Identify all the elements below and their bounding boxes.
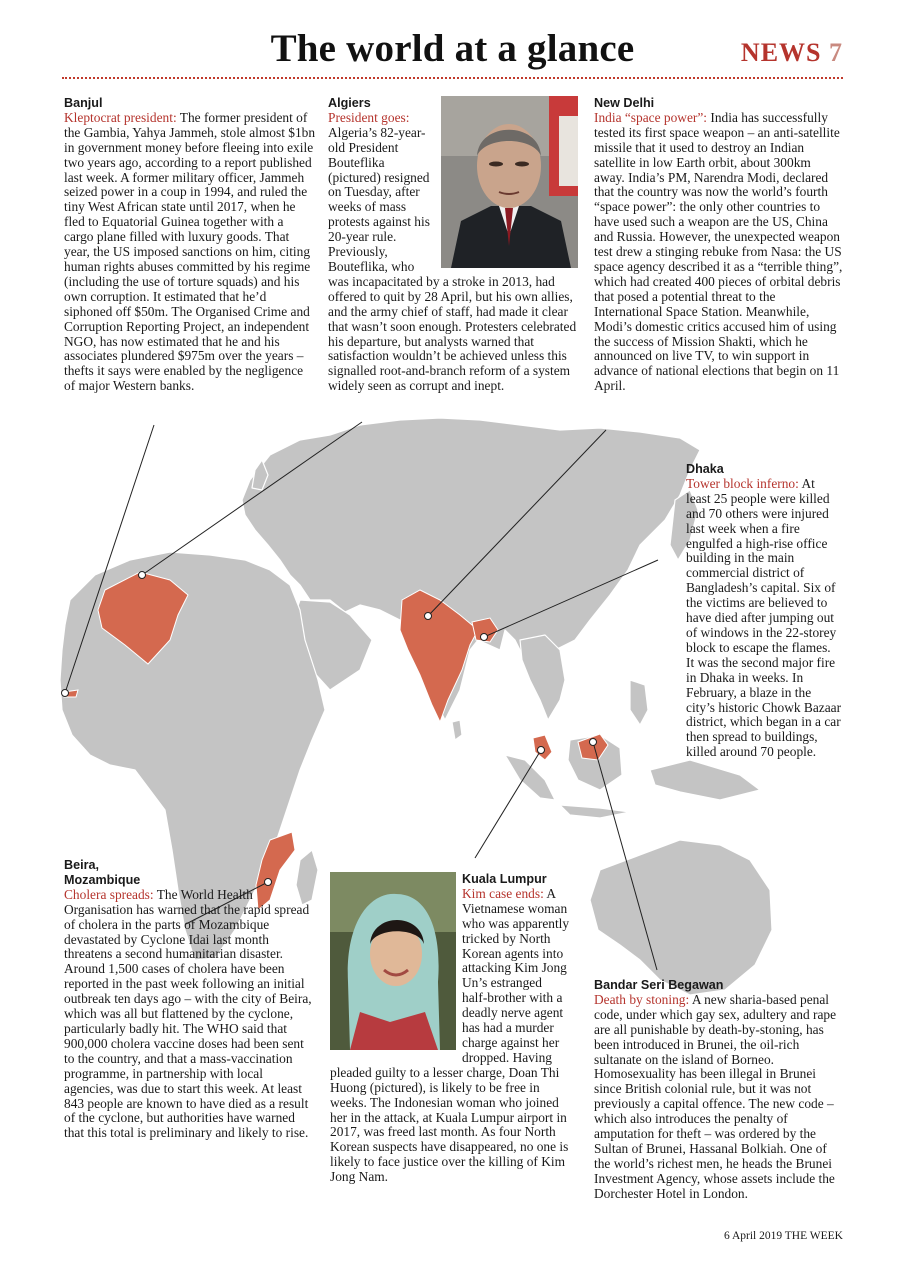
section-label [741,38,843,68]
page-number: 7 [829,38,843,67]
dhaka-marker [481,634,488,641]
australia [590,840,772,995]
algiers-marker [139,572,146,579]
city-newdelhi: New Delhi [594,96,655,110]
story-beira [64,858,312,1141]
headline-kl: Kim case ends: [462,885,544,901]
headline-brunei: Death by stoning: [594,991,690,1007]
story-banjul [64,96,316,394]
city-kl: Kuala Lumpur [462,872,547,886]
city-dhaka: Dhaka [686,462,724,476]
city-algiers: Algiers [328,96,371,110]
story-newdelhi [594,96,844,394]
story-algiers [328,96,578,394]
indochina [520,635,565,720]
headline-newdelhi: India “space power”: [594,109,708,125]
bouteflika-photo [441,96,578,268]
java [560,805,630,818]
body-dhaka: At least 25 people were killed and 70 others were injured last week when a fire engulfed a high-rise office building in the main commercial district of Bangladesh’s capital. Six of the victims are believed to have died after jumping out of windows in the 22-storey block to escape the flames. It was the second major fire in Dhaka in weeks. In February, a blaze in the city’s historic Chowk Bazaar district, which began in a car then spread to buildings, killed around 70 people. [686,475,842,760]
body-beira: The World Health Organisation has warned that the rapid spread of cholera in the parts of Mozambique devastated by Cyclone Idai last month threatens a second humanitarian disaster. Around 1,500 cases of cholera have been reported in the past week following an initial outbreak ten days ago – with the city of Beira, which was all but flattened by the cyclone, particularly badly hit. The WHO said that 900,000 cholera vaccine doses had been sent to the country, and that a mass-vaccination programme, in partnership with local agencies, was due to start this week. At least 843 people are known to have died as a result of the cyclone, but authorities have warned that this total is preliminary and likely to rise. [64,886,312,1141]
page-title: The world at a glance [270,27,635,70]
sri-lanka [452,720,462,740]
body-kl: A Vietnamese woman who was apparently tricked by North Korean agents into attacking Kim Jong Un’s estranged half-brother with a deadly nerve agent has had a murder charge against her dropped. Having pleaded guilty to a lesser charge, Doan Thi Huong (pictured), is likely to be free in weeks. The Indonesian woman who joined her in the attack, at Kuala Lumpur airport in 2017, was freed last month. As four North Korean suspects have disappeared, no one is likely to face justice over the killing of Kim Jong Nam. [330,885,570,1185]
page-footer: 6 April 2019 THE WEEK [723,1230,843,1242]
brunei-marker [590,739,597,746]
kl-leader [475,750,541,858]
story-kl [330,872,570,1185]
body-algiers: Algeria’s 82-year-old President Bouteflika (pictured) resigned on Tuesday, after weeks of mass protests against his 20-year rule. Previously, Bouteflika, who was incapacitated by a stroke in 2013, had offered to quit by 28 April, but his own allies, and the army chief of staff, had made it clear that wasn’t soon enough. Protesters celebrated his departure, but analysts warned that satisfaction wouldn’t be achieved unless this signalled root-and-branch reform of a system widely seen as corrupt and inept. [328,124,577,394]
city-brunei: Bandar Seri Begawan [594,978,724,992]
newdelhi-marker [425,613,432,620]
story-brunei [594,978,844,1202]
philippines [630,680,648,725]
body-newdelhi: India has successfully tested its first space weapon – an anti-satellite missile that it used to destroy an Indian satellite in low Earth orbit, about 300km away. India’s PM, Narendra Modi, declared that the country was now the world’s fourth “space power”: the only other countries to have used such a weapon are the US, China and Russia. However, the unexpected weapon test drew a stinging rebuke from Nasa: the US space agency described it as a “terrible thing”, which had created 400 pieces of orbital debris that posed a potential threat to the International Space Station. Meanwhile, Modi’s domestic critics accused him of using the success of Mission Shakti, which he announced on live TV, to win support in advance of national elections that begin on 11 April. [594,109,843,394]
headline-dhaka: Tower block inferno: [686,475,799,491]
new-guinea [650,760,760,800]
sumatra [505,755,555,800]
banjul-marker [62,690,69,697]
headline-beira: Cholera spreads: [64,886,154,902]
city-beira: Beira, Mozambique [64,858,141,887]
story-dhaka [686,462,842,760]
headline-algiers: President goes: [328,109,410,125]
doan-thi-huong-photo [330,872,456,1050]
body-brunei: A new sharia-based penal code, under which gay sex, adultery and rape are all punishable by death-by-stoning, has been introduced in Brunei, the oil-rich sultanate on the island of Borneo. Homosexuality has been illegal in Brunei since British colonial rule, but it was not previously a capital offence. The new code – which also introduces the penalty of amputation for theft – was ordered by the Sultan of Brunei, Hassanal Bolkiah. One of the world’s richest men, he heads the Brunei Investment Agency, whose assets include the Dorchester Hotel in London. [594,991,837,1201]
city-banjul: Banjul [64,96,103,110]
header-rule [62,77,843,79]
section-name: NEWS [740,38,822,67]
headline-banjul: Kleptocrat president: [64,109,177,125]
body-banjul: The former president of the Gambia, Yahya Jammeh, stole almost $1bn in government money before fleeing into exile two years ago, according to a report published last week. A former military officer, Jammeh seized power in a coup in 1994, and ruled the tiny West African state until 2017, when he fled to Equatorial Guinea together with a cargo plane filled with luxury goods. That year, the US imposed sanctions on him, citing human rights abuses committed by his regime (including the use of torture squads) and his own corruption. It estimated that he’d siphoned off $50m. The Organised Crime and Corruption Reporting Project, an independent NGO, has now estimated that he and his associates plundered $975m over the years – thefts it says were enabled by the negligence of major Western banks. [64,109,316,394]
kl-marker [538,747,545,754]
